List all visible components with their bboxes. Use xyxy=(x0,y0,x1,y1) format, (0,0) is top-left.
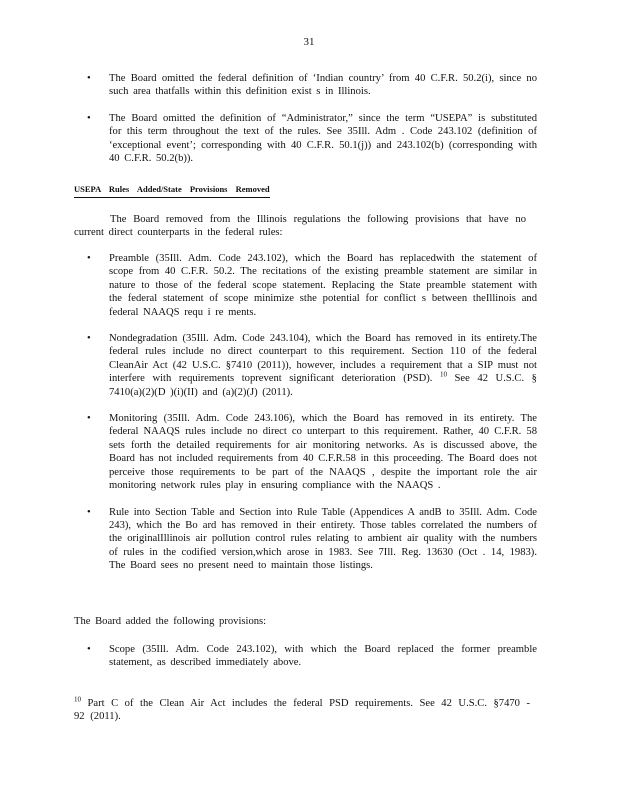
list-item: • Scope (35Ill. Adm. Code 243.102), with which the Board replaced the former preamble statement, as described immediately above. xyxy=(87,643,537,670)
intro-paragraph: The Board removed from the Illinois regulations the following provisions that have no current direct counterparts in the federal rules: xyxy=(74,214,526,239)
omitted-definitions-list xyxy=(87,72,537,165)
page-number: 31 xyxy=(303,36,315,48)
list-item xyxy=(87,332,537,399)
footnote-reference: 10 xyxy=(439,370,447,379)
added-provisions-list xyxy=(87,643,537,670)
nondegradation-text: Nondegradation (35Ill. Adm. Code 243.104), which the Board has removed in its entirety.The federal rules include no direct counterpart to this requirement. Section 110 of the federal CleanAir Act (42 U.S.C. §7410 (2011)), however, includes a requirement that a SIP must not interfere with requirements toprevent significant deterioration (PSD). $^{10}$ See 42 U.S.C. § 7410(a)(2)(D )(i)(II) and (a)(2)(J) (2011). xyxy=(109,333,537,398)
footnote-text: Part C of the Clean Air Act includes the federal PSD requirements. See 42 U.S.C. §7470 - 92 (2011). xyxy=(74,698,530,723)
footnote xyxy=(74,697,530,724)
list-item: • Monitoring (35Ill. Adm. Code 243.106), which the Board has removed in its entirety. The federal NAAQS rules include no direct co unterpart to this requirement. Rather, 40 C.F.R. 58 sets forth the detailed requirements for air monitoring networks. As is discussed above, the Board has not included requirements from 40 C.F.R.58 in this proceeding. The Board does not perceive those requirements to be part of the NAAQS , despite the important role the air monitoring network rules play in ensuring compliance with the NAAQS . xyxy=(87,412,537,492)
list-item: • Rule into Section Table and Section into Rule Table (Appendices A andB to 35Ill. Adm. Code 243), which the Bo ard has removed in their entirety. Those tables correlated the numbers of the originalIllinois air pollution control rules relating to ambient air quality with the numbers of rules in the codified version,which arose in 1983. See 7Ill. Reg. 13630 (Oct . 14, 1983). The Board sees no present need to maintain those listings. xyxy=(87,506,537,573)
list-item: • Preamble (35Ill. Adm. Code 243.102), which the Board has replacedwith the statement of scope from 40 C.F.R. 50.2. The recitations of the existing preamble statement are similar in nature to those of the federal scope statement. Replacing the State preamble statement with the federal statement of scope minimize sthe potential for conflict s between theIllinois and federal NAAQS requ i re ments. xyxy=(87,252,537,319)
added-paragraph: The Board added the following provisions: xyxy=(74,616,267,627)
footnote-marker: 10 xyxy=(74,695,81,704)
list-item: • The Board omitted the definition of “Administrator,” since the term “USEPA” is substituted for this term throughout the text of the rules. See 35Ill. Adm . Code 243.102 (definition of ‘exceptional event’; corresponding with 40 C.F.R. 50.1(j)) and 243.102(b) (corresponding with 40 C.F.R. 50.2(b)). xyxy=(87,112,537,166)
list-item: • The Board omitted the federal definition of ‘Indian country’ from 40 C.F.R. 50.2(i), since no such area thatfalls within this definition exist s in Illinois. xyxy=(87,72,537,99)
removed-provisions-list xyxy=(87,252,537,573)
section-heading: USEPA Rules Added/State Provisions Removed xyxy=(74,183,270,198)
